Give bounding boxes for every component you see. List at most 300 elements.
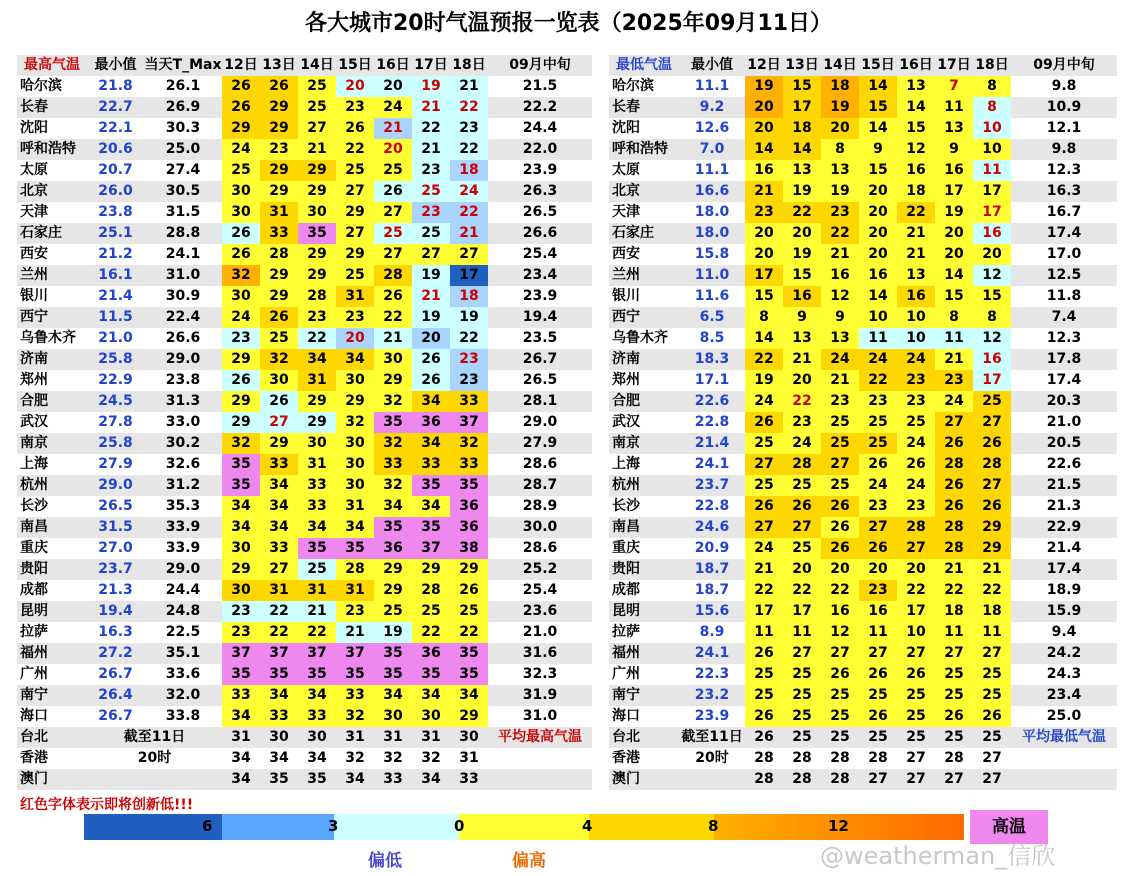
forecast-cell: 22 [783,202,821,223]
forecast-cell: 26 [973,706,1011,727]
forecast-cell: 23 [783,412,821,433]
forecast-cell: 9 [935,139,973,160]
table-row [609,349,1117,370]
forecast-cell: 28 [783,748,821,769]
forecast-cell: 23 [897,370,935,391]
forecast-cell: 25 [821,706,859,727]
mid-month-avg: 23.5 [488,328,592,349]
forecast-cell: 20 [821,118,859,139]
red-font-note: 红色字体表示即将创新低!!! [20,797,194,813]
forecast-cell: 34 [374,496,412,517]
min-value: 18.0 [679,202,745,223]
mid-month-avg: 24.2 [1011,643,1117,664]
forecast-cell: 27 [973,412,1011,433]
header-row [609,55,1117,76]
forecast-cell: 22 [973,580,1011,601]
forecast-cell: 28 [935,748,973,769]
mid-month-avg: 28.6 [488,454,592,475]
forecast-cell: 20 [374,139,412,160]
forecast-cell: 21 [821,244,859,265]
forecast-cell: 29 [222,559,260,580]
today-tmax: 27.4 [144,160,222,181]
forecast-cell: 27 [973,748,1011,769]
city-name: 乌鲁木齐 [17,328,87,349]
forecast-cell: 33 [260,223,298,244]
forecast-cell: 31 [336,727,374,748]
forecast-cell: 27 [783,517,821,538]
forecast-cell: 25 [412,601,450,622]
city-name: 福州 [17,643,87,664]
min-value: 18.0 [679,223,745,244]
forecast-cell: 16 [783,286,821,307]
min-value: 22.1 [87,118,144,139]
forecast-cell: 34 [222,769,260,790]
forecast-cell: 33 [374,454,412,475]
city-name: 银川 [17,286,87,307]
forecast-cell: 23 [897,391,935,412]
min-value: 16.6 [679,181,745,202]
forecast-cell: 19 [745,370,783,391]
city-name: 银川 [609,286,679,307]
forecast-cell: 14 [745,139,783,160]
forecast-cell: 26 [222,97,260,118]
mid-month-avg: 25.2 [488,559,592,580]
min-value: 16.1 [87,265,144,286]
forecast-cell: 29 [450,559,488,580]
header-cell: 12日 [745,55,783,76]
mid-month-avg: 23.6 [488,601,592,622]
today-tmax: 33.9 [144,517,222,538]
mid-month-avg: 17.4 [1011,370,1117,391]
min-value: 24.1 [679,454,745,475]
city-name: 成都 [609,580,679,601]
mid-month-avg: 22.2 [488,97,592,118]
forecast-cell: 30 [222,181,260,202]
forecast-cell: 20 [859,223,897,244]
forecast-cell: 28 [412,580,450,601]
forecast-cell: 24 [897,475,935,496]
mid-month-avg: 9.8 [1011,139,1117,160]
avg-legend-label [1011,748,1117,769]
table-row [609,328,1117,349]
forecast-cell: 25 [821,412,859,433]
forecast-cell: 20 [859,202,897,223]
forecast-cell: 33 [374,769,412,790]
forecast-cell: 32 [336,706,374,727]
mid-month-avg: 27.9 [488,433,592,454]
forecast-cell: 30 [260,370,298,391]
forecast-cell: 11 [973,160,1011,181]
forecast-cell: 25 [897,412,935,433]
city-name: 海口 [17,706,87,727]
forecast-cell: 23 [745,202,783,223]
forecast-cell: 25 [412,181,450,202]
forecast-cell: 21 [298,601,336,622]
forecast-cell: 33 [298,706,336,727]
legend-low-text: 偏低 [368,851,402,871]
mid-month-avg: 9.8 [1011,76,1117,97]
table-row [609,643,1117,664]
table-row [17,97,592,118]
mid-month-avg: 22.0 [488,139,592,160]
city-name: 海口 [609,706,679,727]
forecast-cell: 26 [745,706,783,727]
min-value: 12.6 [679,118,745,139]
forecast-cell: 34 [412,685,450,706]
min-value: 8.5 [679,328,745,349]
forecast-cell: 26 [260,307,298,328]
extra-label: 20时 [87,748,222,769]
legend-cool [334,814,459,840]
min-value: 15.6 [679,601,745,622]
forecast-cell: 21 [450,223,488,244]
city-name: 香港 [609,748,679,769]
forecast-cell: 34 [336,349,374,370]
forecast-cell: 21 [935,559,973,580]
table-row [609,391,1117,412]
table-row [17,349,592,370]
table-row [609,559,1117,580]
forecast-cell: 22 [336,139,374,160]
forecast-cell: 23 [859,496,897,517]
forecast-cell: 13 [821,328,859,349]
table-row [17,391,592,412]
forecast-cell: 21 [897,223,935,244]
forecast-cell: 32 [374,433,412,454]
forecast-cell: 8 [935,307,973,328]
forecast-cell: 22 [859,370,897,391]
min-value: 21.8 [87,76,144,97]
forecast-cell: 26 [745,643,783,664]
legend-label-8: 8 [708,817,719,835]
forecast-cell: 32 [450,433,488,454]
forecast-cell: 25 [374,601,412,622]
city-name: 乌鲁木齐 [609,328,679,349]
mid-month-avg: 12.5 [1011,265,1117,286]
forecast-cell: 29 [260,160,298,181]
watermark: @weatherman_信欣 [820,842,1056,870]
forecast-cell: 24 [745,538,783,559]
today-tmax: 23.8 [144,370,222,391]
city-name: 石家庄 [609,223,679,244]
mid-month-avg: 22.9 [1011,517,1117,538]
table-row [609,475,1117,496]
forecast-cell: 22 [897,202,935,223]
min-value: 20.9 [679,538,745,559]
table-row [609,244,1117,265]
mid-month-avg: 26.3 [488,181,592,202]
table-row [17,160,592,181]
forecast-cell: 31 [450,748,488,769]
forecast-cell: 27 [859,643,897,664]
forecast-cell: 22 [450,97,488,118]
forecast-cell: 17 [973,370,1011,391]
forecast-cell: 32 [336,748,374,769]
today-tmax: 26.6 [144,328,222,349]
min-value: 22.3 [679,664,745,685]
forecast-cell: 24 [222,139,260,160]
forecast-cell: 21 [783,349,821,370]
forecast-cell: 25 [298,76,336,97]
mid-month-avg: 26.5 [488,202,592,223]
forecast-cell: 29 [412,559,450,580]
forecast-cell: 28 [821,769,859,790]
city-name: 石家庄 [17,223,87,244]
forecast-cell: 21 [374,118,412,139]
min-value: 22.8 [679,496,745,517]
extra-row [17,769,592,790]
forecast-cell: 26 [935,496,973,517]
forecast-cell: 30 [298,433,336,454]
forecast-cell: 35 [450,664,488,685]
today-tmax: 30.3 [144,118,222,139]
forecast-cell: 19 [783,181,821,202]
forecast-cell: 27 [897,538,935,559]
forecast-cell: 27 [935,769,973,790]
city-name: 南昌 [17,517,87,538]
forecast-cell: 30 [336,370,374,391]
city-name: 香港 [17,748,87,769]
min-value: 8.9 [679,622,745,643]
low-temp-table [609,55,1117,790]
forecast-cell: 25 [973,664,1011,685]
today-tmax: 29.0 [144,349,222,370]
today-tmax: 33.0 [144,412,222,433]
min-value: 23.2 [679,685,745,706]
forecast-cell: 26 [859,454,897,475]
city-name: 西宁 [17,307,87,328]
city-name: 武汉 [609,412,679,433]
table-row [609,454,1117,475]
forecast-cell: 26 [783,496,821,517]
forecast-cell: 25 [897,706,935,727]
today-tmax: 33.8 [144,706,222,727]
city-name: 西安 [17,244,87,265]
mid-month-avg: 7.4 [1011,307,1117,328]
forecast-cell: 30 [222,286,260,307]
today-tmax: 29.0 [144,559,222,580]
forecast-cell: 25 [222,160,260,181]
forecast-cell: 30 [222,202,260,223]
today-tmax: 22.4 [144,307,222,328]
forecast-cell: 21 [412,286,450,307]
forecast-cell: 29 [374,559,412,580]
forecast-cell: 32 [336,412,374,433]
forecast-cell: 28 [298,286,336,307]
mid-month-avg: 16.7 [1011,202,1117,223]
forecast-cell: 24 [935,391,973,412]
forecast-cell: 25 [973,685,1011,706]
city-name: 郑州 [609,370,679,391]
table-row [609,580,1117,601]
forecast-cell: 14 [745,328,783,349]
table-row [609,601,1117,622]
table-row [609,664,1117,685]
mid-month-avg: 23.9 [488,160,592,181]
forecast-cell: 30 [374,706,412,727]
city-name: 重庆 [17,538,87,559]
forecast-cell: 33 [336,685,374,706]
min-value: 7.0 [679,139,745,160]
mid-month-avg: 23.4 [488,265,592,286]
forecast-cell: 25 [783,727,821,748]
forecast-cell: 25 [821,475,859,496]
legend-warm-light [459,814,589,840]
forecast-cell: 23 [897,496,935,517]
city-name: 沈阳 [17,118,87,139]
city-name: 广州 [609,664,679,685]
min-value: 16.3 [87,622,144,643]
forecast-cell: 21 [973,559,1011,580]
table-row [609,685,1117,706]
today-tmax: 24.4 [144,580,222,601]
table-row [609,433,1117,454]
city-name: 合肥 [609,391,679,412]
today-tmax: 25.0 [144,139,222,160]
forecast-cell: 28 [973,454,1011,475]
city-name: 杭州 [609,475,679,496]
forecast-cell: 27 [374,202,412,223]
forecast-cell: 20 [374,76,412,97]
city-name: 哈尔滨 [17,76,87,97]
city-name: 澳门 [17,769,87,790]
min-value: 23.9 [679,706,745,727]
forecast-cell: 31 [298,370,336,391]
forecast-cell: 31 [298,580,336,601]
forecast-cell: 28 [935,454,973,475]
forecast-cell: 23 [222,601,260,622]
mid-month-avg: 12.3 [1011,328,1117,349]
forecast-cell: 21 [336,622,374,643]
avg-legend-label: 平均最高气温 [488,727,592,748]
table-row [17,139,592,160]
table-row [609,265,1117,286]
forecast-cell: 29 [973,517,1011,538]
min-value: 25.8 [87,433,144,454]
header-cell: 最高气温 [17,55,87,76]
forecast-cell: 25 [374,160,412,181]
forecast-cell: 18 [783,118,821,139]
forecast-cell: 20 [412,328,450,349]
city-name: 澳门 [609,769,679,790]
avg-legend-label [488,769,592,790]
forecast-cell: 31 [336,496,374,517]
city-name: 太原 [609,160,679,181]
table-row [609,76,1117,97]
min-value: 18.3 [679,349,745,370]
forecast-cell: 22 [450,328,488,349]
forecast-cell: 10 [973,139,1011,160]
forecast-cell: 26 [745,412,783,433]
forecast-cell: 26 [412,370,450,391]
forecast-cell: 29 [374,580,412,601]
forecast-cell: 23 [412,160,450,181]
forecast-cell: 23 [336,307,374,328]
legend-cold [222,814,334,840]
forecast-cell: 17 [450,265,488,286]
header-cell: 最低气温 [609,55,679,76]
forecast-cell: 35 [336,664,374,685]
forecast-cell: 20 [336,76,374,97]
mid-month-avg: 19.4 [488,307,592,328]
legend-label-0: 0 [454,817,465,835]
avg-legend-label: 平均最低气温 [1011,727,1117,748]
forecast-cell: 16 [859,265,897,286]
forecast-cell: 13 [897,76,935,97]
forecast-cell: 29 [298,265,336,286]
forecast-cell: 26 [374,181,412,202]
forecast-cell: 30 [260,727,298,748]
forecast-cell: 37 [260,643,298,664]
table-row [17,118,592,139]
table-row [609,160,1117,181]
today-tmax: 22.5 [144,622,222,643]
mid-month-avg: 28.9 [488,496,592,517]
today-tmax: 26.1 [144,76,222,97]
forecast-cell: 22 [783,391,821,412]
forecast-cell: 23 [260,139,298,160]
forecast-cell: 34 [222,517,260,538]
forecast-cell: 23 [821,391,859,412]
city-name: 济南 [609,349,679,370]
forecast-cell: 34 [336,517,374,538]
city-name: 呼和浩特 [609,139,679,160]
min-value: 24.5 [87,391,144,412]
city-name: 北京 [17,181,87,202]
forecast-cell: 34 [222,706,260,727]
min-value: 21.4 [87,286,144,307]
mid-month-avg: 18.9 [1011,580,1117,601]
today-tmax: 33.9 [144,538,222,559]
mid-month-avg: 26.6 [488,223,592,244]
forecast-cell: 20 [935,244,973,265]
forecast-cell: 9 [783,307,821,328]
forecast-cell: 11 [935,97,973,118]
forecast-cell: 21 [412,97,450,118]
forecast-cell: 28 [897,517,935,538]
header-cell: 16日 [897,55,935,76]
forecast-cell: 37 [298,643,336,664]
city-name: 广州 [17,664,87,685]
header-cell: 14日 [298,55,336,76]
forecast-cell: 17 [973,202,1011,223]
today-tmax: 31.2 [144,475,222,496]
forecast-cell: 33 [450,391,488,412]
forecast-cell: 20 [935,223,973,244]
city-name: 台北 [609,727,679,748]
forecast-cell: 27 [897,769,935,790]
forecast-cell: 25 [298,559,336,580]
forecast-cell: 24 [859,349,897,370]
forecast-cell: 29 [222,118,260,139]
mid-month-avg: 21.0 [488,622,592,643]
min-value: 25.8 [87,349,144,370]
extra-row [609,769,1117,790]
forecast-cell: 36 [412,412,450,433]
extra-label: 截至11日 [679,727,745,748]
forecast-cell: 21 [745,181,783,202]
mid-month-avg: 28.6 [488,538,592,559]
forecast-cell: 27 [859,517,897,538]
forecast-cell: 35 [374,412,412,433]
legend-label-4: 4 [582,817,593,835]
min-value: 18.7 [679,580,745,601]
mid-month-avg: 31.6 [488,643,592,664]
header-cell: 09月中旬 [488,55,592,76]
forecast-cell: 34 [298,748,336,769]
forecast-cell: 20 [783,223,821,244]
table-row [17,223,592,244]
